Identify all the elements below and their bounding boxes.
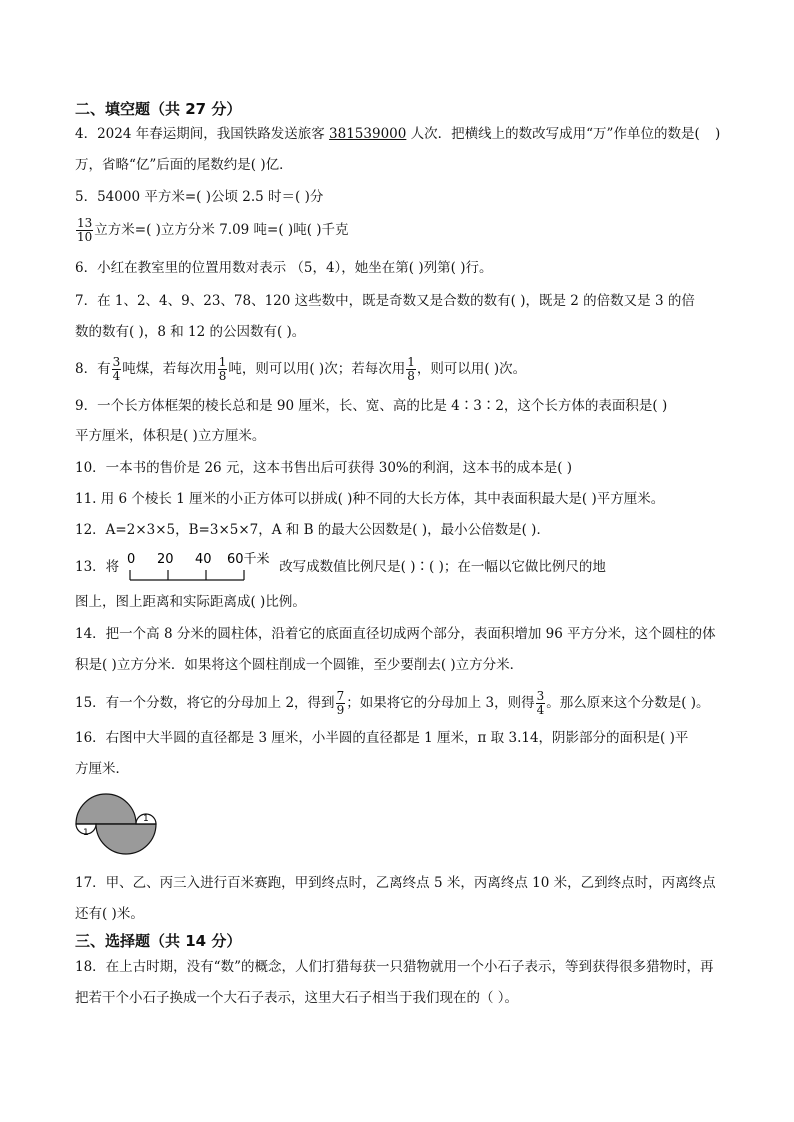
question-4-line-1 [75,125,721,143]
question-17-line-2: 还有( )米。 [75,906,144,922]
q15-text-c: 。那么原来这个分数是( )。 [546,695,710,711]
lower-big-semicircle [96,824,156,854]
fraction-1-8-a: $\frac{1}{8}$ [218,355,227,383]
question-7-line-1: 7．在 1、2、4、9、23、78、120 这些数中，既是奇数又是合数的数有( )，既是 2 的倍数又是 3 的倍 [75,293,695,309]
question-14-line-1: 14．把一个高 8 分米的圆柱体，沿着它的底面直径切成两个部分，表面积增加 96 平方分米，这个圆柱的体 [75,626,716,642]
q8-text-c: 吨，则可以用( )次；若每次用 [228,361,406,377]
question-6: 6．小红在教室里的位置用数对表示 （5，4），她坐在第( )列第( )行。 [75,260,493,276]
q4-text-a: 4．2024 年春运期间，我国铁路发送旅客 [75,126,330,142]
scale-label-20: 20 [157,552,174,567]
q4-text-b: 人次．把横线上的数改写成用“万”作单位的数是( [406,126,700,142]
question-5-line-1: 5．54000 平方米=( )公顷 2.5 时＝( )分 [75,189,324,205]
q4-close-paren: ) [715,126,721,142]
fraction-7-9: $\frac{7}{9}$ [336,689,345,717]
question-5-line-2 [75,217,349,244]
question-8 [75,356,526,383]
fraction-3-4: $\frac{3}{4}$ [112,355,121,383]
scale-bar [120,548,280,586]
scale-label-60km: 60千米 [227,552,270,567]
question-16-line-2: 方厘米． [75,761,129,777]
fraction-1-8-b: $\frac{1}{8}$ [407,355,415,383]
question-15 [75,690,710,717]
q15-text-b: ；如果将它的分母加上 3，则得 [346,695,535,711]
question-9-line-1: 9．一个长方体框架的棱长总和是 90 厘米，长、宽、高的比是 4∶3∶2，这个长方体的表面积是( ) [75,398,668,414]
small-diameter-label-left: 1 [83,828,89,838]
q8-text-a: 8．有 [75,361,111,377]
upper-big-semicircle [76,794,136,824]
q8-text-b: 吨煤，若每次用 [122,361,217,377]
question-13-line-2: 图上，图上距离和实际距离成( )比例。 [75,594,306,610]
question-14-line-2: 积是( )立方分米．如果将这个圆柱削成一个圆锥，至少要削去( )立方分米． [75,657,524,673]
question-7-line-2: 数的数有( )，8 和 12 的公因数有( )。 [75,324,306,340]
question-17-line-1: 17．甲、乙、丙三入进行百米赛跑，甲到终点时，乙离终点 5 米，丙离终点 10 米，乙到终点时，丙离终点 [75,875,716,891]
q15-text-a: 15．有一个分数，将它的分母加上 2，得到 [75,695,335,711]
small-diameter-label-right: 1 [143,814,149,824]
question-18-line-2: 把若干个小石子换成一个大石子表示，这里大石子相当于我们现在的（ ）。 [75,990,519,1006]
section-choice-title: 三、选择题（共 14 分） [75,932,242,950]
semicircle-figure [74,786,174,862]
question-4-line-2: 万，省略“亿”后面的尾数约是( )亿． [75,157,293,173]
q13-text-a: 13．将 [75,559,120,575]
q4-underlined-number: 381539000 [329,126,407,142]
question-9-line-2: 平方厘米，体积是( )立方厘米。 [75,428,266,444]
fraction-3-4-b: $\frac{3}{4}$ [536,689,545,717]
question-10: 10．一本书的售价是 26 元，这本书售出后可获得 30%的利润，这本书的成本是( ) [75,460,573,476]
q8-text-d: ，则可以用( )次。 [416,361,527,377]
question-12: 12．A=2×3×5，B=3×5×7，A 和 B 的最大公因数是( )，最小公倍数是( )． [75,522,550,538]
question-16-line-1: 16．右图中大半圆的直径都是 3 厘米，小半圆的直径都是 1 厘米，π 取 3.14，阴影部分的面积是( )平 [75,730,689,746]
question-18-line-1: 18．在上古时期，没有“数”的概念，人们打猎每获一只猎物就用一个小石子表示，等到获得很多猎物时，再 [75,959,714,975]
section-fill-blank-title: 二、填空题（共 27 分） [75,100,242,118]
q5-line-2-text: 立方米=( )立方分米 7.09 吨=( )吨( )千克 [94,222,349,238]
question-11: 11. 用 6 个棱长 1 厘米的小正方体可以拼成( )种不同的大长方体，其中表面积最大是( )平方厘米。 [75,491,665,507]
scale-label-40: 40 [195,552,212,567]
fraction-13-10: $\frac{13}{10}$ [77,216,93,244]
q13-text-b: 改写成数值比例尺是( )∶( )；在一幅以它做比例尺的地 [279,559,606,575]
scale-label-0: 0 [127,552,136,567]
